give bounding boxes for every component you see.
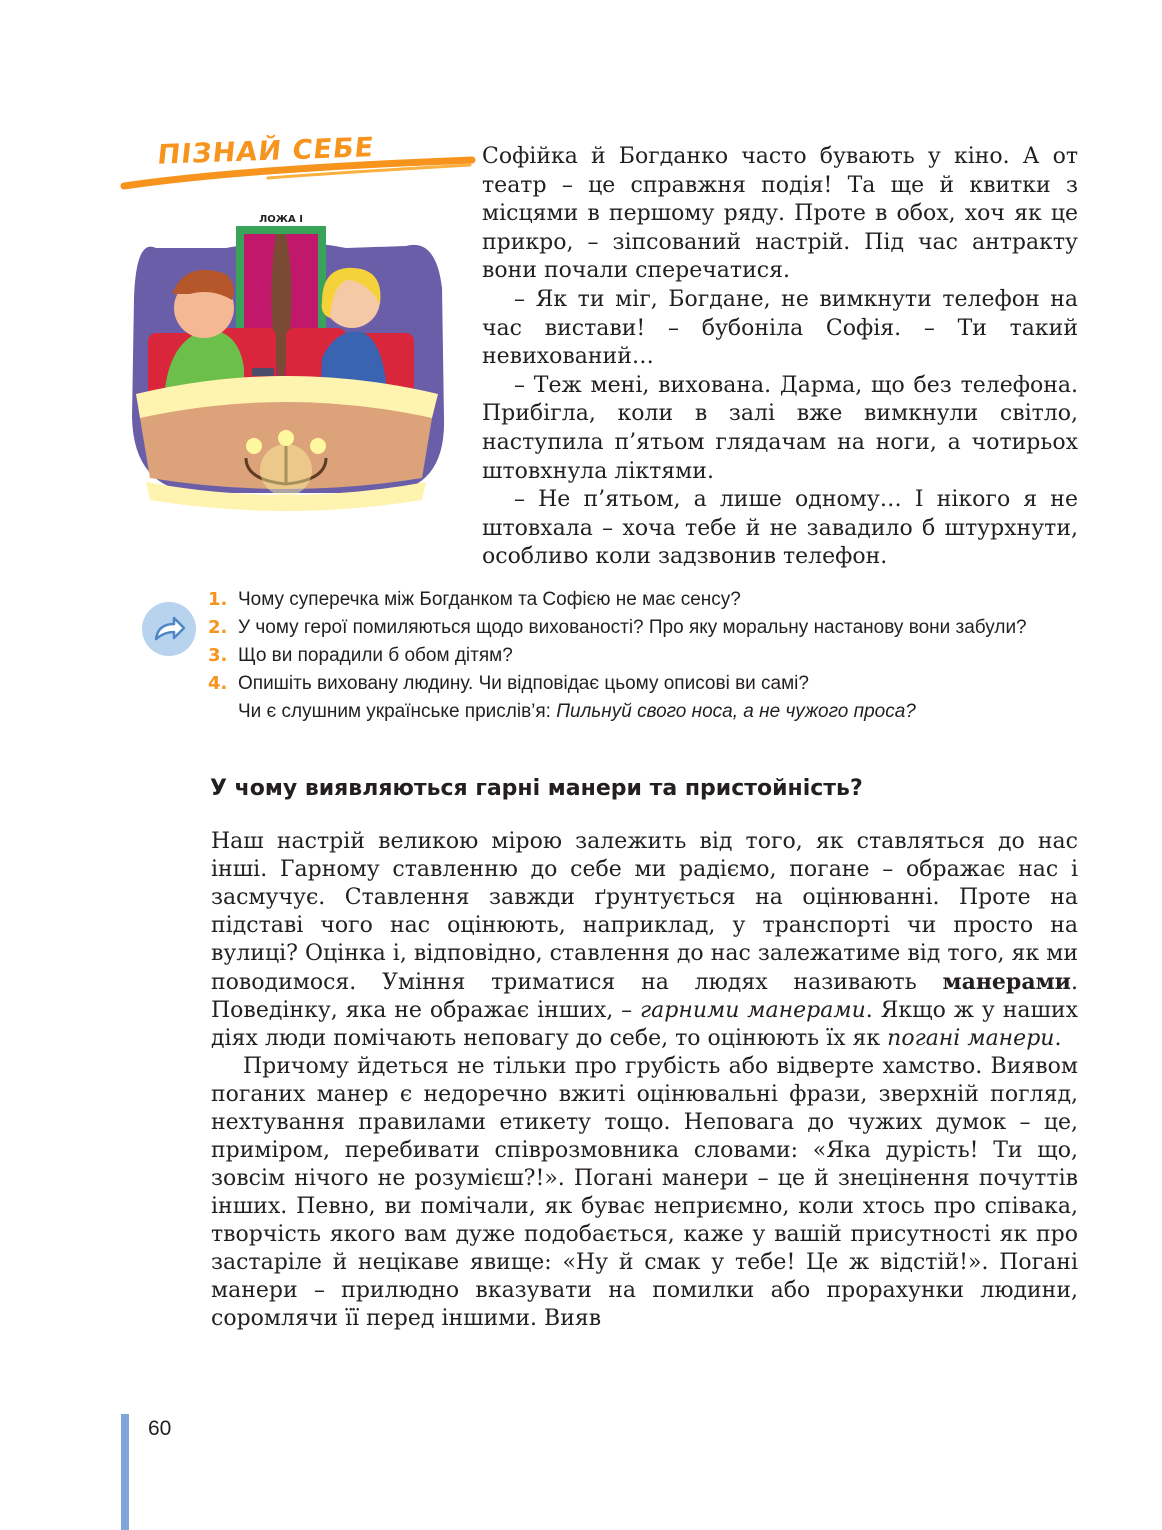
body-text-run: . Поведінку, яка не ображає інших, – [211,970,1078,1023]
body-paragraph [211,828,1078,1053]
body-paragraph: Причому йдеться не тільки про грубість або відверте хамство. Виявом поганих манер є недоречно вжиті оцінювальні фрази, зверхній погляд, нехтування правилами етикету тощо. Неповага до чужих думок – це, приміром, перебивати співрозмовника словами: «Яка дурість! Ти що, зовсім нічого не розумієш?!». Погані манери – це й знецінення почуттів інших. Певно, ви помічали, як буває неприємно, коли хтось про співака, творчість якого вам дуже подобається, каже у вашій присутності як про застаріле й нецікаве явище: «Ну й смак у тебе! Це ж відстій!». Погані манери – прилюдно вказувати на помилки або прорахунки людини, соромлячи її перед іншими. Вияв [211,1054,1078,1331]
theatre-box-illustration [126,208,456,528]
questions-list [206,586,1086,726]
question-text-line2: Чи є слушним українське прислів’я: [238,701,557,722]
box-sign: ЛОЖА І [259,214,303,225]
section-body [211,828,1078,1333]
intro-story [482,143,1078,572]
question-text: Що ви порадили б обом дітям? [238,645,513,666]
intro-paragraph: – Теж мені, вихована. Дарма, що без телефона. Прибігла, коли в залі вже вимкнули світло, наступила п’ятьом глядачам на ноги, а чотирьох штовхнула ліктями. [482,372,1078,484]
term-good-manners: гарними манерами [640,998,866,1023]
section-title: У чому виявляються гарні манери та пристойність? [210,776,863,801]
intro-paragraph: – Як ти міг, Богдане, не вимкнути телефон на час вистави! – бубоніла Софія. – Ти такий невихований… [482,286,1078,370]
body-text-run: . Якщо ж у наших діях люди помічають неповагу до себе, то оцінюють їх як [211,998,1078,1051]
brand-underline-stroke [118,152,478,192]
intro-paragraph: – Не п’ятьом, а лише одному… І нікого я не штовхала – хоча тебе й не завадило б штурхнути, особливо коли задзвонив телефон. [482,487,1078,570]
page-edge-bar [121,1414,129,1530]
body-text-run: . [1054,1026,1062,1051]
intro-paragraph: Софійка й Богданко часто бувають у кіно. А от театр – це справжня подія! Та ще й квитки з місцями в першому ряду. Проте в обох, хоч як це прикро, – зіпсований настрій. Під час антракту вони почали сперечатися. [482,144,1078,284]
question-number: 2. [208,617,228,638]
question-number: 4. [208,673,228,694]
question-item [206,670,1086,726]
question-text: У чому герої помиляються щодо вихованості? Про яку моральну настанову вони забули? [238,617,1027,638]
term-manners: манерами [942,969,1071,995]
proverb: Пильнуй свого носа, а не чужого проса? [556,701,916,722]
question-item [206,614,1086,642]
question-item [206,586,1086,614]
page-number: 60 [148,1417,172,1440]
body-text-run: Наш настрій великою мірою залежить від того, як ставляться до нас інші. Гарному ставленню до себе ми радіємо, погане – ображає нас і засмучує. Ставлення завжди ґрунтується на оцінюванні. Проте на підставі чого нас оцінюють, наприклад, у транспорті чи просто на вулиці? Оцінка і, відповідно, ставлення до нас залежатиме від того, як ми поводимося. Уміння триматися на людях називають [211,829,1078,995]
question-item [206,642,1086,670]
question-text: Опишіть виховану людину. Чи відповідає цьому описові ви самі? [238,673,809,694]
question-number: 3. [208,645,228,666]
section-brand-title: ПІЗНАЙ СЕБЕ [155,132,376,171]
term-bad-manners: погані манери [887,1026,1055,1051]
question-number: 1. [208,589,228,610]
question-text: Чому суперечка між Богданком та Софією не має сенсу? [238,589,741,610]
share-arrow-icon [142,602,196,656]
